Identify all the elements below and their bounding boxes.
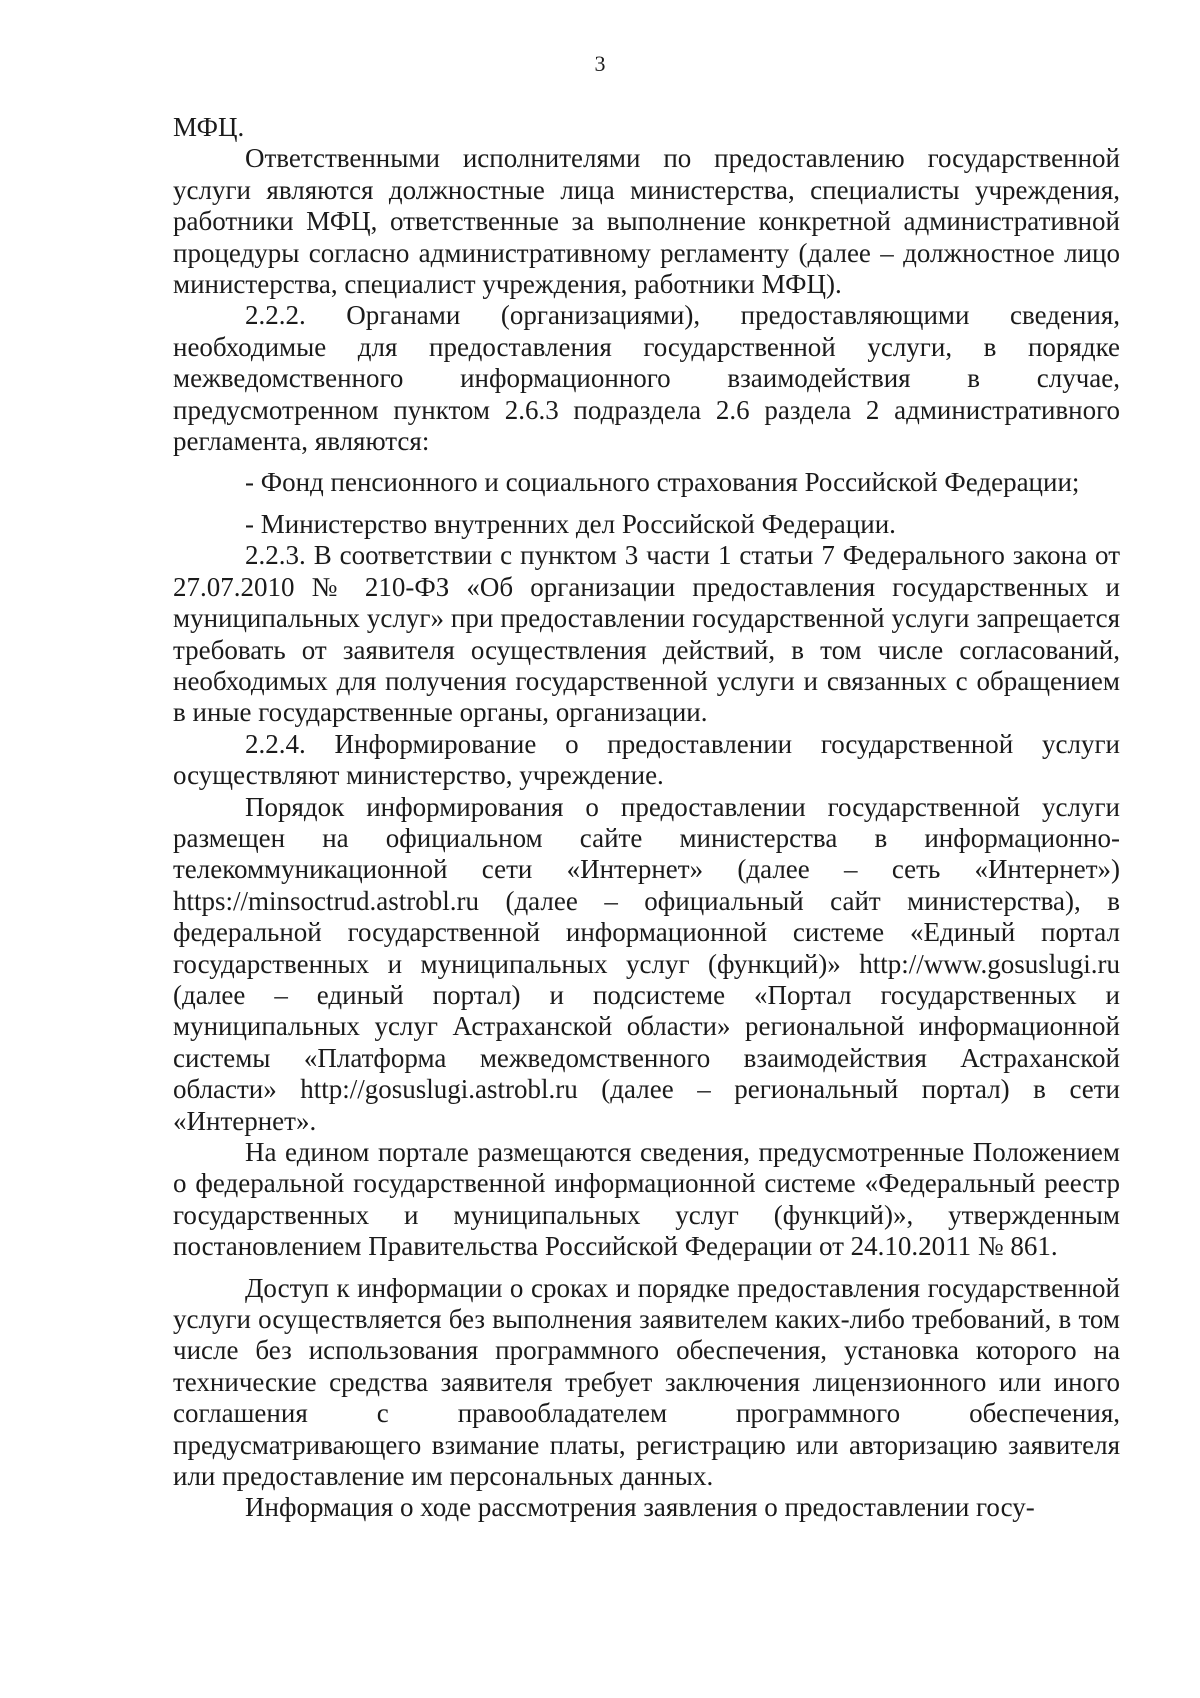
document-body (173, 112, 1120, 1524)
paragraph-2-2-4: 2.2.4. Информирование о предоставлении государственной услуги осуществляют министерство, учреждение. (173, 728, 1120, 791)
paragraph-2-2-3: 2.2.3. В соответствии с пунктом 3 части 1 статьи 7 Федерального закона от 27.07.2010 № 210-ФЗ «Об организации предоставления государственных и муниципальных услуг» при предоставлении государственной услуги запрещается требовать от заявителя осуществления действий, в том числе согласований, необходимых для получения государственной услуги и связанных с обращением в иные государственные органы, организации. (173, 540, 1120, 728)
paragraph-unified-portal: На едином портале размещаются сведения, предусмотренные Положением о федеральной государственной информационной системе «Федеральный реестр государственных и муниципальных услуг (функций)», утвержденным постановлением Правительства Российской Федерации от 24.10.2011 № 861. (173, 1137, 1120, 1262)
paragraph-2-2-2: 2.2.2. Органами (организациями), предоставляющими сведения, необходимые для предоставления государственной услуги, в порядке межведомственного информационного взаимодействия в случае, предусмотренном пунктом 2.6.3 подраздела 2.6 раздела 2 административного регламента, являются: (173, 300, 1120, 457)
page-number: 3 (594, 51, 606, 76)
paragraph-informing-procedure: Порядок информирования о предоставлении государственной услуги размещен на официальном сайте министерства в информационно-телекоммуникационной сети «Интернет» (далее – сеть «Интернет») https://minsoctrud.astrobl.ru (далее – официальный сайт министерства), в федеральной государственной информационной системе «Единый портал государственных и муниципальных услуг (функций)» http://www.gosuslugi.ru (далее – единый портал) и подсистеме «Портал государственных и муниципальных услуг Астраханской области» региональной информационной системы «Платформа межведомственного взаимодействия Астраханской области» http://gosuslugi.astrobl.ru (далее – региональный портал) в сети «Интернет». (173, 791, 1120, 1136)
paragraph-application-status: Информация о ходе рассмотрения заявления о предоставлении госу- (245, 1492, 1035, 1523)
paragraph-mfc: МФЦ. (173, 112, 245, 142)
paragraph-information-access: Доступ к информации о сроках и порядке предоставления государственной услуги осуществляется без выполнения заявителем каких-либо требований, в том числе без использования программного обеспечения, установка которого на технические средства заявителя требует заключения лицензионного или иного соглашения с правообладателем программного обеспечения, предусматривающего взимание платы, регистрацию или авторизацию заявителя или предоставление им персональных данных. (173, 1272, 1120, 1492)
paragraph-responsible-executors: Ответственными исполнителями по предоставлению государственной услуги являются должностные лица министерства, специалисты учреждения, работники МФЦ, ответственные за выполнение конкретной административной процедуры согласно административному регламенту (далее – должностное лицо министерства, специалист учреждения, работники МФЦ). (173, 143, 1120, 300)
list-item-pension-fund: - Фонд пенсионного и социального страхования Российской Федерации; (245, 467, 1080, 498)
list-item-interior-ministry: - Министерство внутренних дел Российской Федерации. (245, 508, 896, 539)
